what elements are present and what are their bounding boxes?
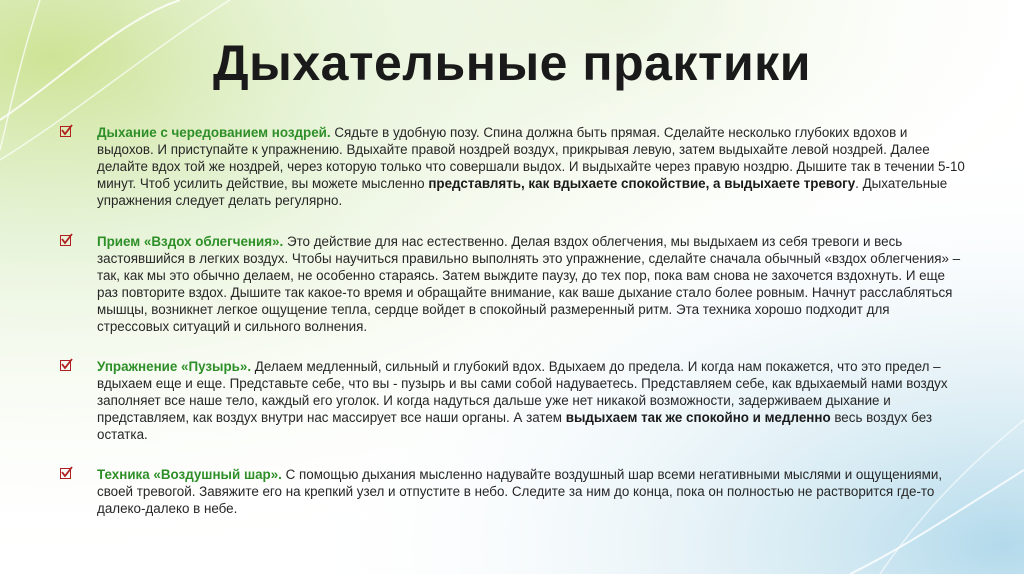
practice-text: Упражнение «Пузырь». Делаем медленный, сильный и глубокий вдох. Вдыхаем до предела. И когда нам покажется, что это предел – вдыхаем еще и еще. Представьте себе, что вы - пузырь и вы сами собой надуваетесь. Представляем себе, как вдыхаемый нами воздух заполняет все наше тело, каждый его уголок. И когда надуться дальше уже нет никакой возможности, задерживаем дыхание и представляем, как воздух внутри нас массирует все наши органы. А затем выдыхаем так же спокойно и медленно весь воздух без остатка. [97, 359, 948, 442]
practice-item-bubble [60, 358, 965, 443]
checkbox-icon [60, 360, 71, 371]
practice-text: Техника «Воздушный шар». С помощью дыхания мысленно надувайте воздушный шар всеми негативными мыслями и ощущениями, своей тревогой. Завяжите его на крепкий узел и отпустите в небо. Следите за ним до конца, пока он полностью не растворится где-то далеко-далеко в небе. [97, 467, 943, 516]
checkbox-icon [60, 235, 71, 246]
practice-text: Дыхание с чередованием ноздрей. Сядьте в удобную позу. Спина должна быть прямая. Сделайте несколько глубоких вдохов и выдохов. И приступайте к упражнению. Вдыхайте правой ноздрей воздух, прикрывая левую, затем выдыхайте левой ноздрей. Далее делайте вдох той же ноздрей, через которую только что совершали выдох. И выдыхайте через правую ноздрю. Дышите так в течении 5-10 минут. Чтоб усилить действие, вы можете мысленно представлять, как вдыхаете спокойствие, а выдыхаете тревогу. Дыхательные упражнения следует делать регулярно. [97, 125, 965, 208]
practice-item-alternate-nostril [60, 124, 965, 209]
practice-item-balloon [60, 466, 965, 517]
practice-heading: Дыхание с чередованием ноздрей. [97, 125, 331, 140]
practice-text: Прием «Вздох облегчения». Это действие для нас естественно. Делая вздох облегчения, мы выдыхаем из себя тревоги и весь застоявшийся в легких воздух. Чтобы научиться правильно выполнять это упражнение, сделайте сначала обычный «вздох облегчения» – так, как мы это обычно делаем, не особенно стараясь. Затем выждите паузу, до тех пор, пока вам снова не захочется вздохнуть. И еще раз повторите вздох. Дышите так какое-то время и обращайте внимание, как ваше дыхание стало более ровным. Начнут расслабляться мышцы, возникнет легкое ощущение тепла, сердце войдет в спокойный размеренный ритм. Эта техника хорошо подходит для стрессовых ситуаций и сильного волнения. [97, 234, 961, 334]
checkbox-icon [60, 126, 71, 137]
slide-title: Дыхательные практики [213, 35, 811, 91]
practice-heading: Упражнение «Пузырь». [97, 359, 252, 374]
emphasis-text: выдыхаем так же спокойно и медленно [565, 410, 831, 425]
practice-item-sigh-of-relief [60, 233, 965, 335]
emphasis-text: представлять, как вдыхаете спокойствие, а выдыхаете тревогу [428, 176, 856, 191]
checkbox-icon [60, 468, 71, 479]
practice-heading: Прием «Вздох облегчения». [97, 234, 284, 249]
practice-heading: Техника «Воздушный шар». [97, 467, 282, 482]
